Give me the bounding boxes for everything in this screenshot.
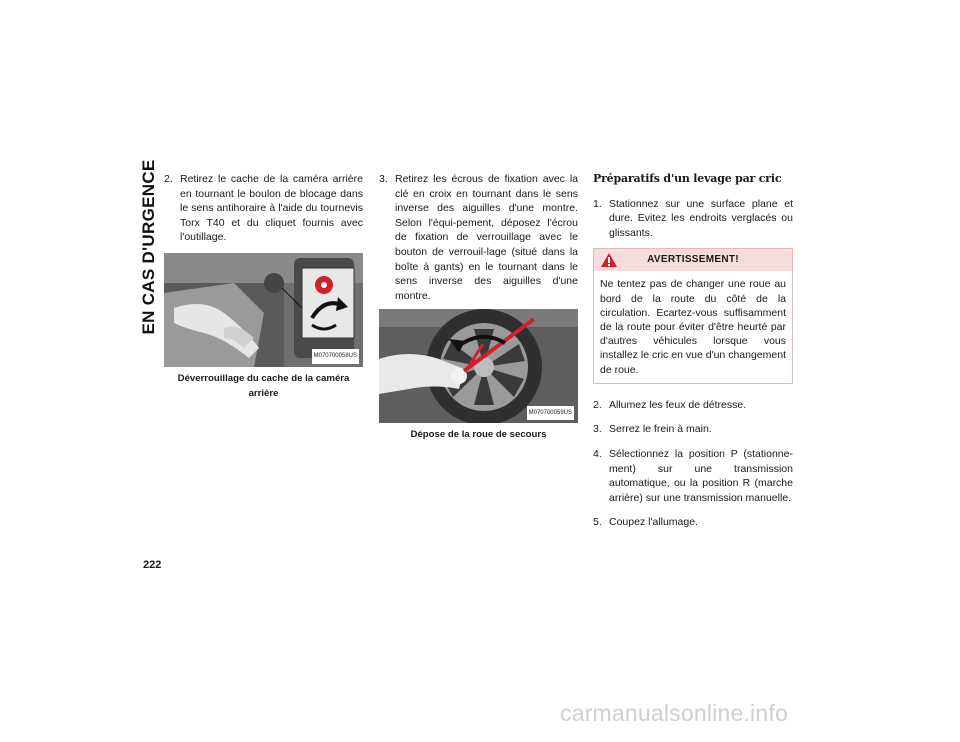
spare-wheel-figure	[379, 309, 578, 423]
warning-title: AVERTISSEMENT!	[647, 254, 739, 266]
step-number: 1.	[593, 197, 602, 210]
step-2	[164, 172, 363, 245]
step-text: Serrez le frein à main.	[609, 423, 712, 436]
figure-caption: Dépose de la roue de secours	[410, 429, 547, 441]
step-number: 3.	[593, 423, 602, 436]
section-tab	[137, 159, 161, 335]
warning-triangle-icon	[600, 252, 618, 268]
step-3	[379, 172, 578, 303]
figure-code: M070700058US	[312, 349, 359, 364]
step-4	[593, 447, 793, 505]
step-number: 2.	[593, 398, 602, 411]
step-text: Retirez le cache de la caméra arrière en tournant le boulon de blocage dans le sens antihoraire à l'aide du tournevis Torx T40 et du cliquet fournis avec l'outillage.	[180, 173, 363, 244]
step-text: Sélectionnez la position P (stationne-ment) sur une transmission automatique, ou la position R (marche arrière) sur une transmission manuelle.	[609, 447, 793, 504]
warning-header	[594, 249, 792, 271]
step-number: 2.	[164, 173, 173, 185]
step-text: Retirez les écrous de fixation avec la clé en croix en tournant dans le sens inverse des aiguilles d'une montre. Selon l'équi-pement, déposez l'écrou de fixation de verrouillage avec le bouton de verrouil-lage (situé dans la boîte à gants) en le tournant dans le sens inverse des aiguilles d'une montre.	[395, 173, 578, 302]
section-heading: Préparatifs d'un levage par cric	[593, 172, 782, 185]
watermark: carmanualsonline.info	[560, 700, 788, 726]
step-5	[593, 515, 793, 530]
column-1	[164, 172, 363, 401]
step-3	[593, 422, 793, 437]
warning-text: Ne tentez pas de changer une roue au bord de la route du côté de la circulation. Ecartez-vous suffisamment de la route pour éviter d'être heurté par d'autres véhicules lorsque vous installez le cric en vue d'un changement de roue.	[600, 278, 786, 376]
column-3	[593, 172, 793, 540]
step-text: Allumez les feux de détresse.	[609, 398, 747, 411]
step-number: 5.	[593, 516, 602, 529]
camera-cover-figure	[164, 253, 363, 367]
step-number: 3.	[379, 173, 388, 185]
step-text: Coupez l'allumage.	[609, 516, 698, 529]
section-tab-label: EN CAS D'URGENCE	[139, 159, 158, 335]
step-number: 4.	[593, 447, 602, 460]
figure-code: M070700059US	[527, 406, 574, 421]
step-2	[593, 398, 793, 413]
warning-box	[593, 248, 793, 383]
step-1	[593, 197, 793, 241]
page-number: 222	[143, 559, 162, 571]
step-text: Stationnez sur une surface plane et dure. Evitez les endroits verglacés ou glissants.	[609, 197, 793, 239]
column-2	[379, 172, 578, 443]
figure-caption: Déverrouillage du cache de la caméra arrière	[177, 372, 350, 399]
